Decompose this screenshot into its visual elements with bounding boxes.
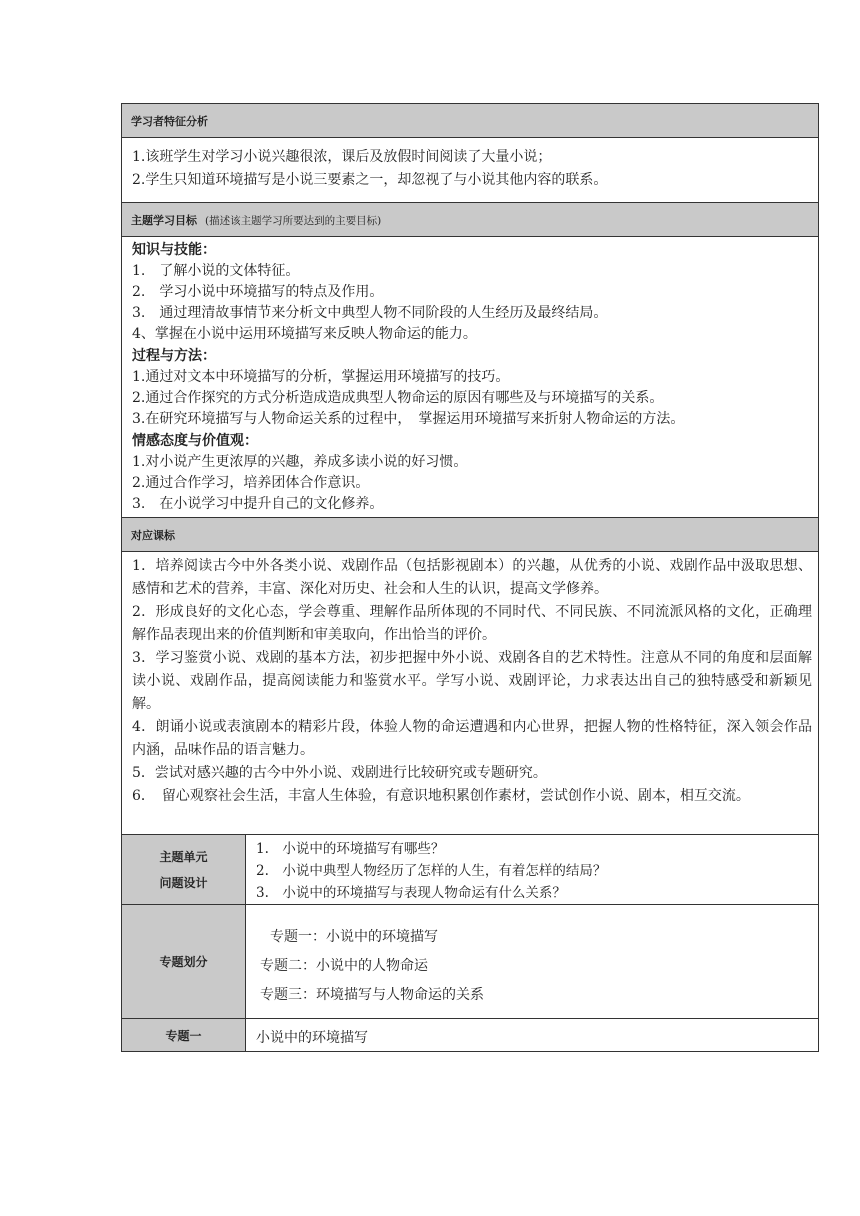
- process-item: 3.在研究环境描写与人物命运关系的过程中， 掌握运用环境描写来折射人物命运的方法。: [132, 411, 685, 427]
- question-item: 2. 小说中典型人物经历了怎样的人生，有着怎样的结局？: [256, 863, 607, 879]
- topics-label: [122, 905, 246, 1019]
- learner-line: 1.该班学生对学习小说兴趣很浓，课后及放假时间阅读了大量小说；: [132, 149, 552, 165]
- questions-label: [122, 835, 246, 905]
- topic1-label-text: 专题一: [165, 1028, 202, 1043]
- learner-analysis-content: [122, 138, 819, 203]
- process-title: 过程与方法：: [132, 348, 216, 364]
- learner-line: 2.学生只知道环境描写是小说三要素之一，却忽视了与小说其他内容的联系。: [132, 172, 608, 188]
- standard-item: 3．学习鉴赏小说、戏剧的基本方法，初步把握中外小说、戏剧各自的艺术特性。注意从不同的角度和层面解读小说、戏剧作品，提高阅读能力和鉴赏水平。学写小说、戏剧评论，力求表达出自己的独特感受和新颖见解。: [132, 650, 812, 712]
- knowledge-item: 3. 通过理清故事情节来分析文中典型人物不同阶段的人生经历及最终结局。: [132, 305, 608, 321]
- knowledge-item: 1. 了解小说的文体特征。: [132, 263, 300, 279]
- topics-label-text: 专题划分: [159, 955, 208, 969]
- standard-item: 1．培养阅读古今中外各类小说、戏剧作品（包括影视剧本）的兴趣，从优秀的小说、戏剧作品中汲取思想、感情和艺术的营养，丰富、深化对历史、社会和人生的认识，提高文学修养。: [132, 558, 812, 597]
- knowledge-item: 2. 学习小说中环境描写的特点及作用。: [132, 284, 384, 300]
- emotion-title: 情感态度与价值观：: [132, 433, 258, 449]
- lesson-plan-table: [121, 103, 819, 1052]
- questions-content: [246, 835, 819, 905]
- question-item: 1. 小说中的环境描写有哪些？: [256, 841, 445, 857]
- goals-subtitle: (描述该主题学习所要达到的主要目标): [205, 214, 382, 227]
- process-item: 2.通过合作探究的方式分析造成造成典型人物命运的原因有哪些及与环境描写的关系。: [132, 390, 664, 406]
- process-item: 1.通过对文本中环境描写的分析，掌握运用环境描写的技巧。: [132, 369, 510, 385]
- emotion-item: 3. 在小说学习中提升自己的文化修养。: [132, 496, 384, 512]
- emotion-item: 1.对小说产生更浓厚的兴趣，养成多读小说的好习惯。: [132, 454, 468, 470]
- knowledge-title: 知识与技能：: [132, 242, 216, 258]
- learner-analysis-header: [122, 104, 819, 138]
- goals-title: 主题学习目标: [131, 213, 197, 227]
- standard-item: 5．尝试对感兴趣的古今中外小说、戏剧进行比较研究或专题研究。: [132, 765, 547, 781]
- standard-item: 2．形成良好的文化心态，学会尊重、理解作品所体现的不同时代、不同民族、不同流派风格的文化，正确理解作品表现出来的价值判断和审美取向，作出恰当的评价。: [132, 604, 812, 643]
- goals-header: [122, 203, 819, 237]
- topic-item: 专题一：小说中的环境描写: [270, 929, 438, 945]
- standard-item: 6． 留心观察社会生活，丰富人生体验，有意识地积累创作素材，尝试创作小说、剧本，相互交流。: [132, 788, 750, 804]
- topics-content: [246, 905, 819, 1019]
- standards-content: [122, 552, 819, 835]
- emotion-item: 2.通过合作学习，培养团体合作意识。: [132, 475, 370, 491]
- knowledge-item: 4、掌握在小说中运用环境描写来反映人物命运的能力。: [132, 326, 477, 342]
- standard-item: 4．朗诵小说或表演剧本的精彩片段，体验人物的命运遭遇和内心世界，把握人物的性格特征，深入领会作品内涵，品味作品的语言魅力。: [132, 719, 812, 758]
- standards-title: 对应课标: [131, 528, 175, 542]
- question-item: 3. 小说中的环境描写与表现人物命运有什么关系？: [256, 885, 566, 901]
- questions-label-line2: 问题设计: [159, 875, 208, 890]
- topic1-label: [122, 1019, 246, 1052]
- lesson-plan-document: [121, 103, 818, 1052]
- goals-content: [122, 237, 819, 518]
- learner-analysis-title: 学习者特征分析: [131, 114, 208, 128]
- topic1-content: [246, 1019, 819, 1052]
- standards-header: [122, 518, 819, 552]
- topic-item: 专题二：小说中的人物命运: [260, 958, 428, 974]
- topic1-content-text: 小说中的环境描写: [256, 1029, 368, 1046]
- topic-item: 专题三：环境描写与人物命运的关系: [260, 987, 484, 1003]
- questions-label-line1: 主题单元: [159, 849, 208, 864]
